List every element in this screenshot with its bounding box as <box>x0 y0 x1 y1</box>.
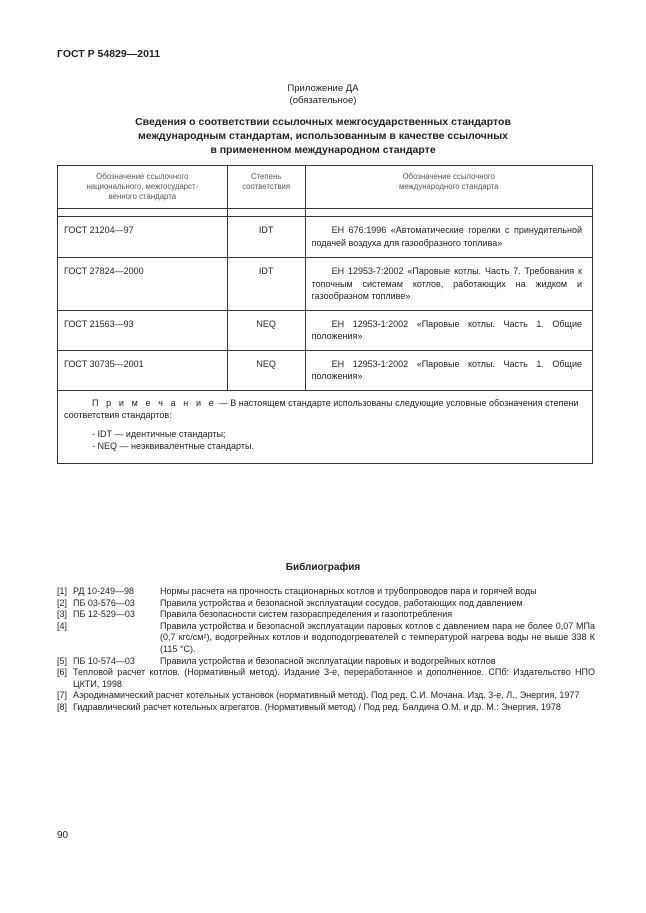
table-row <box>58 350 593 390</box>
entry-number: [4] <box>57 620 68 631</box>
bibliography-list <box>57 586 595 714</box>
bibliography-entry <box>57 621 595 656</box>
note-item-neq: - NEQ — неэквивалентные стандарты. <box>92 441 254 451</box>
entry-code: ПБ 12-529—03 <box>73 609 135 620</box>
entry-code: ПБ 03-576—03 <box>73 597 135 608</box>
cell-degree: NEQ <box>227 310 305 350</box>
appendix-heading <box>0 115 646 157</box>
table-row <box>58 310 593 350</box>
cell-international: ЕН 12953-7:2002 «Паровые котлы. Часть 7. Требования к топочным системам котлов, работающих на жидком и газообразном топливе» <box>305 258 592 311</box>
entry-text: Правила устройства и безопасной эксплуатации паровых и водогрейных котлов <box>160 655 496 666</box>
cell-international: ЕН 12953-1:2002 «Паровые котлы. Часть 1. Общие положения» <box>305 310 592 350</box>
table-note <box>58 390 593 463</box>
appendix-heading-line: международным стандартам, использованным в качестве ссылочных <box>137 130 508 142</box>
cell-international: ЕН 12953-1:2002 «Паровые котлы. Часть 1. Общие положения» <box>305 350 592 390</box>
entry-text: Аэродинамический расчет котельных установок (нормативный метод). Под ред. С.И. Мочана. Изд. 3-е, Л., Энергия, 1977 <box>73 690 580 701</box>
entry-text: Правила устройства и безопасной эксплуатации паровых котлов с давлением пара не более 0,07 МПа (0,7 кгс/см²), водогрейных котлов и водоподогревателей с температурой нагрева воды не выше 338 К (115 °С). <box>160 620 595 654</box>
bibliography-entry <box>57 656 595 668</box>
entry-code <box>73 621 160 656</box>
entry-number: [8] <box>57 701 68 712</box>
bibliography-entry <box>57 702 595 714</box>
entry-number: [2] <box>57 597 68 608</box>
standard-header: ГОСТ Р 54829—2011 <box>57 48 161 60</box>
entry-number: [3] <box>57 609 68 620</box>
table-note-row <box>58 390 593 463</box>
correspondence-table <box>57 165 593 464</box>
cell-national: ГОСТ 27824—2000 <box>58 258 228 311</box>
cell-international: ЕН 676:1996 «Автоматические горелки с принудительной подачей воздуха для газообразного топлива» <box>305 217 592 258</box>
note-item-idt: - IDT — идентичные стандарты; <box>92 428 226 439</box>
header-degree <box>227 166 305 209</box>
bibliography-entry <box>57 598 595 610</box>
entry-number: [7] <box>57 690 68 701</box>
header-line: национального, межгосударст- <box>86 182 199 191</box>
entry-code: РД 10-249—98 <box>73 586 135 596</box>
entry-text: Правила устройства и безопасной эксплуатации сосудов, работающих под давлением <box>160 597 523 608</box>
entry-number: [1] <box>57 586 68 596</box>
bibliography-entry <box>57 690 595 702</box>
header-line: Степень <box>250 172 282 181</box>
entry-number: [5] <box>57 655 68 666</box>
header-line: Обозначение ссылочного <box>402 172 495 181</box>
appendix-title: Приложение ДА <box>287 83 359 94</box>
cell-degree: IDT <box>227 258 305 311</box>
bibliography-entry <box>57 667 595 690</box>
table-header-row <box>58 166 593 209</box>
bibliography-entry <box>57 609 595 621</box>
cell-degree: IDT <box>227 217 305 258</box>
header-international-standard <box>305 166 592 209</box>
note-label: П р и м е ч а н и е <box>92 397 217 408</box>
entry-text: Нормы расчета на прочность стационарных котлов и трубопроводов пара и горячей воды <box>160 586 537 596</box>
cell-national: ГОСТ 30735—2001 <box>58 350 228 390</box>
note-paragraph <box>64 397 586 422</box>
header-line: Обозначение ссылочного <box>96 172 189 181</box>
cell-national: ГОСТ 21563—93 <box>58 310 228 350</box>
note-text: — В настоящем стандарте использованы следующие условные обозначения степени соответствия стандартов: <box>64 397 579 420</box>
table-row <box>58 258 593 311</box>
header-line: соответствия <box>242 182 291 191</box>
appendix-subtitle: (обязательное) <box>289 95 357 106</box>
appendix-heading-line: Сведения о соответствии ссылочных межгосударственных стандартов <box>135 116 511 128</box>
entry-text: Гидравлический расчет котельных агрегатов. (Нормативный метод) / Под ред. Балдина О.М. и др. М.: Энергия, 1978 <box>73 701 561 712</box>
cell-national: ГОСТ 21204—97 <box>58 217 228 258</box>
header-national-standard <box>58 166 228 209</box>
bibliography-title: Библиография <box>285 562 361 573</box>
bibliography-entry <box>57 586 595 598</box>
table-row <box>58 217 593 258</box>
appendix-heading-line: в примененном международном стандарте <box>210 144 436 156</box>
cell-degree: NEQ <box>227 350 305 390</box>
page-number: 90 <box>57 830 69 841</box>
table-spacer-row <box>58 209 593 217</box>
entry-code: ПБ 10-574—03 <box>73 655 135 666</box>
entry-text: Тепловой расчет котлов. (Нормативный метод). Издание 3-е, переработанное и дополненное. СПб: Издательство НПО ЦКТИ, 1998 <box>73 667 595 689</box>
entry-number: [6] <box>57 667 68 678</box>
header-line: международного стандарта <box>398 182 499 191</box>
entry-text: Правила безопасности систем газораспределения и газопотребления <box>160 609 453 620</box>
header-line: венного стандарта <box>108 192 177 201</box>
